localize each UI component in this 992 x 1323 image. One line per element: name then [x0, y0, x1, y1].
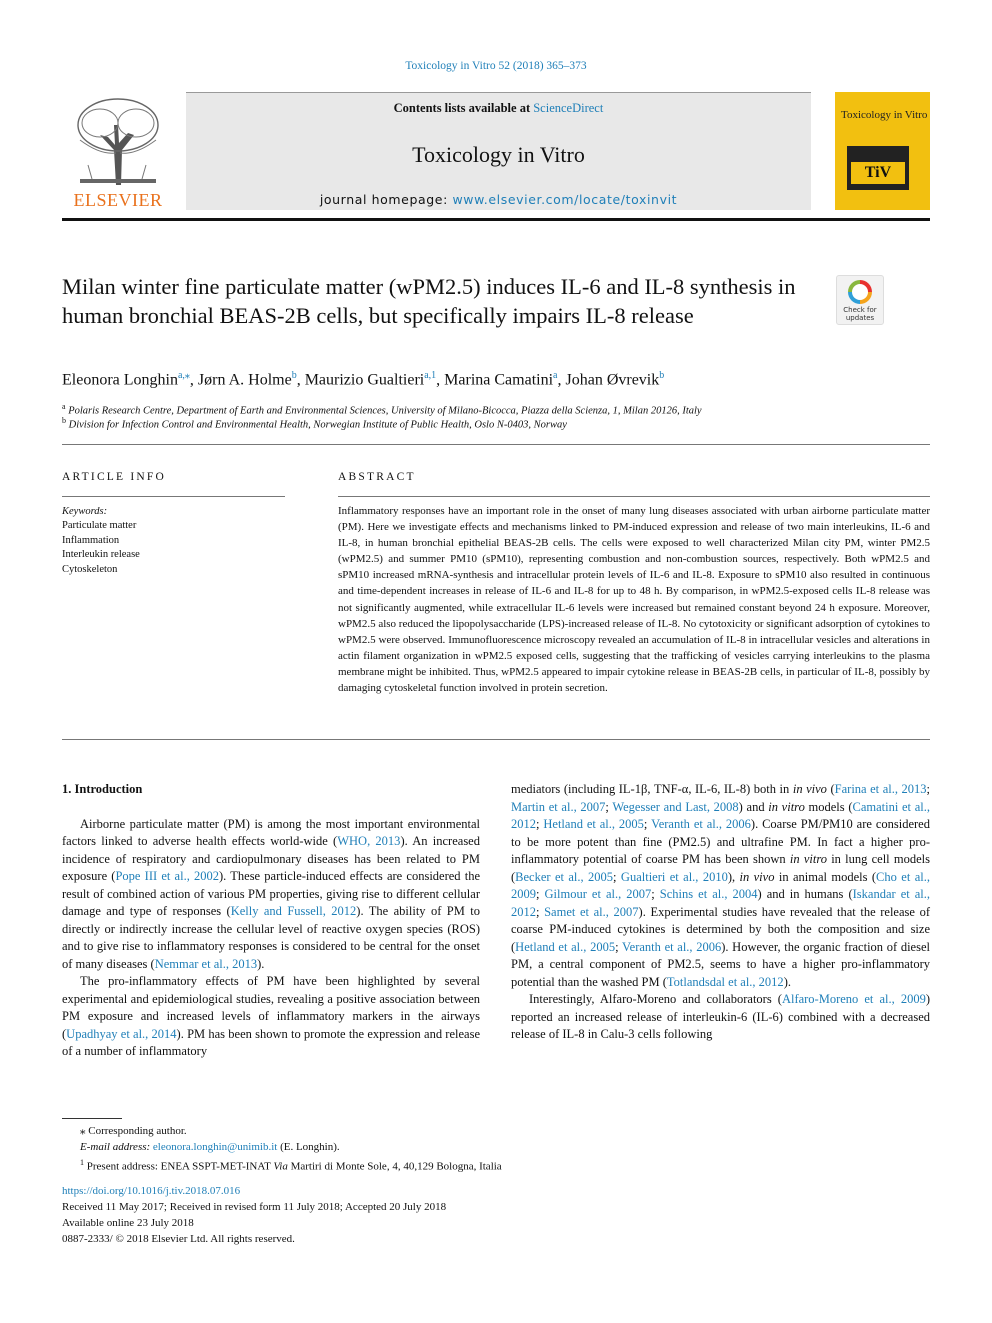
paragraph-text: ) and [738, 799, 769, 814]
citation-link[interactable]: Nemmar et al., 2013 [154, 956, 258, 971]
affiliation-a [62, 402, 702, 417]
citation-link[interactable]: Kelly and Fussell, 2012 [230, 904, 357, 918]
abstract-text: Inflammatory responses have an important role in the onset of many lung diseases associated with urban airborne particulate matter (PM). Here we investigate effects and mechanisms linked to PM-induced expression and release of two main interleukins, IL-6 and IL-8, in human bronchial epithelial BEAS-2B cells. The cells were exposed to well characterized Milan city PM, winter PM2.5 (wPM2.5) and summer PM10 (sPM10), representing combustion and non-combustion sources, respectively. Both wPM2.5 and sPM10 increased mRNA-synthesis and intracellular protein levels of IL-6 and IL-8. Exposure to sPM10 also resulted in continuous and time-dependent increases in release of IL-6 and IL-8 for up to 48 h. By comparison, in wPM2.5-exposed cells IL-8 release was not significantly augmented, while extracellular IL-6 levels were increased but remained constant beyond 24 h exposure. Moreover, wPM2.5 also reduced the lipopolysaccharide (LPS)-increased release of IL-8. No cytotoxicity or significant adsorption of cytokines to wPM2.5 were observed. Immunofluorescence microscopy revealed an accumulation of IL-8 in intracellular vesicles and alterations in actin filament organization in wPM2.5 exposed cells, suggesting that the trafficking of vesicles carrying interleukins to the plasma membrane might be inhibited. Thus, wPM2.5 appeared to impair cytokine release in BEAS-2B cells, in particular of IL-8, possibly by damaging cytoskeletal function involved in protein secretion. [338, 505, 931, 695]
elsevier-tree-icon [70, 95, 166, 187]
citation-link[interactable]: Veranth et al., 2006 [651, 817, 751, 831]
citation-link[interactable]: Martin et al., 2007 [511, 799, 606, 814]
present-marker: 1 [80, 1158, 84, 1167]
paragraph-text: ; [651, 887, 660, 901]
homepage-label: journal homepage: [319, 192, 453, 207]
keyword-item: Cytoskeleton [62, 563, 118, 575]
paragraph-text: ( [826, 782, 835, 796]
paragraph-text: ; [926, 782, 930, 796]
journal-header-band [186, 92, 811, 210]
cover-abbrev: TiV [851, 162, 905, 184]
citation-link[interactable]: Alfaro-Moreno et al., 2009 [781, 992, 926, 1006]
citation-link[interactable]: Veranth et al., 2006 [622, 939, 722, 954]
citation-link[interactable]: Becker et al., 2005 [515, 869, 614, 884]
footnote-rule [62, 1118, 122, 1119]
author-affiliation-marker[interactable]: b [659, 370, 665, 381]
paragraph-text: ). [783, 974, 791, 989]
affiliation-b [62, 416, 567, 431]
paragraph-text: ; [536, 904, 545, 919]
citation-link[interactable]: Hetland et al., 2005 [515, 939, 616, 954]
affiliation-marker: a [62, 402, 66, 411]
author-name: Maurizio Gualtieri [304, 371, 425, 389]
corresponding-marker: ⁎ [80, 1125, 86, 1137]
homepage-link[interactable]: www.elsevier.com/locate/toxinvit [452, 192, 678, 207]
article-info-heading: ARTICLE INFO [62, 471, 166, 483]
emphasis-text: in vivo [739, 869, 775, 884]
contents-line [186, 101, 811, 116]
article-title: Milan winter fine particulate matter (wPM2.5) induces IL-6 and IL-8 synthesis in human bronchial BEAS-2B cells, but specifically impairs IL-8 release [62, 274, 796, 328]
cover-title: Toxicology in Vitro [841, 109, 928, 121]
body-right-column [511, 781, 930, 1044]
emphasis-text: in vivo [792, 782, 827, 796]
author-affiliation-marker[interactable]: a [553, 370, 558, 381]
body-left-column [62, 781, 480, 1061]
paragraph-text: ). Experimental studies have revealed that the release of coarse PM-induced cytokines is determined by both the composition and size ( [511, 904, 930, 954]
present-suffix: Martiri di Monte Sole, 4, 40,129 Bologna, Italia [287, 1160, 502, 1173]
citation-link[interactable]: Iskandar et al., 2012 [511, 887, 931, 919]
header-rule [62, 218, 930, 221]
paragraph-text: ; [643, 817, 652, 831]
journal-homepage [186, 192, 811, 207]
keywords-label: Keywords: [62, 506, 108, 517]
article-info-rule [62, 496, 285, 497]
footnotes [62, 1123, 930, 1175]
paragraph-text: ). However, the organic fraction of diesel PM, a central component of PM2.5, seems to have a higher pro-inflammatory potential than the washed PM ( [511, 939, 930, 989]
paragraph-text: in animal models ( [774, 869, 877, 884]
emphasis-text: in vitro [768, 799, 805, 814]
copyright: 0887-2333/ © 2018 Elsevier Ltd. All rights reserved. [62, 1233, 295, 1245]
citation-link[interactable]: Wegesser and Last, 2008 [612, 799, 739, 814]
email-label: E-mail address: [80, 1141, 153, 1153]
keyword-item: Interleukin release [62, 549, 140, 561]
present-via: Via [273, 1160, 288, 1173]
paragraph-text: ), [727, 869, 740, 884]
citation-link[interactable]: Farina et al., 2013 [834, 782, 927, 796]
paragraph-text: ). The ability of PM to directly or indirectly increase the cellular level of reactive oxygen species (ROS) and to give rise to inflammatory responses is considered to be central for the onset of many diseases ( [62, 904, 480, 971]
email-suffix: (E. Longhin). [277, 1141, 340, 1153]
received-dates: Received 11 May 2017; Received in revised form 11 July 2018; Accepted 20 July 2018 [62, 1201, 447, 1213]
affiliation-text: Division for Infection Control and Environmental Health, Norwegian Institute of Public Health, Oslo N-0403, Norway [68, 419, 567, 431]
present-prefix: Present address: ENEA SSPT-MET-INAT [86, 1160, 274, 1173]
elsevier-logo [62, 95, 174, 213]
journal-citation[interactable]: Toxicology in Vitro 52 (2018) 365–373 [405, 60, 587, 72]
keyword-item: Inflammation [62, 534, 120, 546]
journal-name: Toxicology in Vitro [412, 142, 585, 167]
author-affiliation-marker[interactable]: a,⁎ [177, 370, 190, 381]
author-name: Eleonora Longhin [62, 371, 178, 389]
author-list: Eleonora Longhin$^{a,⁎}$, Jørn A. Holme$^b$, Maurizio Gualtieri$^{a,1}$, Marina Camatini$^a$, Johan Øvrevik$^b$ [62, 370, 665, 389]
crossmark-label: Check for updates [843, 306, 877, 322]
publisher-name: ELSEVIER [73, 190, 163, 210]
doi-link[interactable]: https://doi.org/10.1016/j.tiv.2018.07.016 [62, 1185, 241, 1197]
abstract-heading: ABSTRACT [338, 471, 416, 483]
citation-link[interactable]: Pope III et al., 2002 [115, 869, 220, 883]
paragraph-text: ) reported an increased release of interleukin-6 (IL-6) combined with a decreased release of IL-8 in Calu-3 cells following [511, 992, 930, 1041]
paragraph-text: Airborne particulate matter (PM) is among the most important environmental factors linked to adverse health effects world-wide ( [62, 816, 480, 848]
citation-link[interactable]: Samet et al., 2007 [544, 904, 639, 919]
paragraph-text: ). An increased incidence of respiratory and cardiopulmonary diseases has been related to PM exposure ( [62, 834, 480, 883]
article-meta [62, 1183, 930, 1247]
emphasis-text: in vitro [789, 852, 827, 866]
paragraph-text: ). [257, 956, 265, 971]
paragraph-text: ). PM has been shown to promote the expression and release of a number of inflammatory [62, 1026, 480, 1058]
check-for-updates-badge[interactable] [836, 275, 884, 325]
paragraph-text: ; [613, 869, 621, 884]
body-paragraph [511, 781, 930, 991]
paragraph-text: ) and in humans ( [757, 887, 853, 901]
author-affiliation-marker[interactable]: a,1 [424, 370, 437, 381]
paragraph-text: ; [536, 817, 544, 831]
citation-link[interactable]: Hetland et al., 2005 [543, 817, 644, 831]
email-footnote [62, 1139, 930, 1155]
author-affiliation-marker[interactable]: b [291, 370, 297, 381]
paragraph-text: ; [605, 799, 613, 814]
paragraph-text: Interestingly, Alfaro-Moreno and collaborators ( [529, 992, 782, 1006]
keywords-block [62, 505, 285, 577]
section-heading: 1. Introduction [62, 782, 143, 796]
sciencedirect-link[interactable]: ScienceDirect [533, 101, 604, 115]
paragraph-text: ). These particle-induced effects are considered the result of combined action of various PM properties, giving rise to different cellular damage and type of responses ( [62, 869, 481, 918]
keyword-item: Particulate matter [62, 520, 137, 532]
contents-prefix: Contents lists available at [393, 101, 534, 115]
author-name: Johan Øvrevik [565, 371, 660, 389]
citation-link[interactable]: Cho et al., 2009 [511, 869, 930, 901]
corresponding-text: Corresponding author. [88, 1125, 187, 1137]
abstract-bottom-rule [62, 739, 930, 740]
corresponding-footnote [62, 1123, 930, 1139]
affiliation-text: Polaris Research Centre, Department of Earth and Environmental Sciences, University of Milano-Bicocca, Piazza della Scienza, 1, Milan 20126, Italy [68, 405, 702, 417]
available-online: Available online 23 July 2018 [62, 1217, 194, 1229]
body-paragraph [62, 816, 480, 974]
author-name: Marina Camatini [444, 371, 554, 389]
journal-cover-thumbnail[interactable] [835, 92, 930, 210]
paragraph-text: mediators (including IL-1β, TNF-α, IL-6, IL-8) both in [511, 782, 793, 796]
paragraph-text: in lung cell models ( [511, 852, 930, 884]
citation-link[interactable]: Gilmour et al., 2007 [544, 887, 652, 901]
paragraph-text: models ( [804, 799, 853, 814]
citation-link[interactable]: Totlandsdal et al., 2012 [666, 974, 784, 989]
citation-link[interactable]: WHO, 2013 [337, 834, 401, 848]
affiliation-marker: b [62, 416, 66, 425]
body-paragraph [511, 991, 930, 1044]
citation-link[interactable]: Gualtieri et al., 2010 [620, 869, 728, 884]
abstract-rule [338, 496, 930, 497]
citation-link[interactable]: Camatini et al., 2012 [511, 799, 930, 831]
citation-link[interactable]: Schins et al., 2004 [659, 887, 758, 901]
author-name: Jørn A. Holme [197, 371, 292, 389]
email-link[interactable]: eleonora.longhin@unimib.it [152, 1141, 278, 1153]
paragraph-text: ; [536, 887, 545, 901]
paragraph-text: The pro-inflammatory effects of PM have been highlighted by several experimental and epidemiological studies, revealing a positive association between PM exposure and increased levels of inflammatory markers in the airways ( [62, 974, 480, 1041]
body-paragraph [62, 973, 480, 1061]
paragraph-text: ). Coarse PM/PM10 are considered to be more potent than fine (PM2.5) and ultrafine PM. In fact a higher pro-inflammatory potential of coarse PM has been shown [511, 817, 930, 866]
paragraph-text: ; [615, 939, 623, 954]
citation-link[interactable]: Upadhyay et al., 2014 [66, 1026, 177, 1041]
present-address-footnote [62, 1155, 930, 1175]
section-divider [62, 444, 930, 445]
